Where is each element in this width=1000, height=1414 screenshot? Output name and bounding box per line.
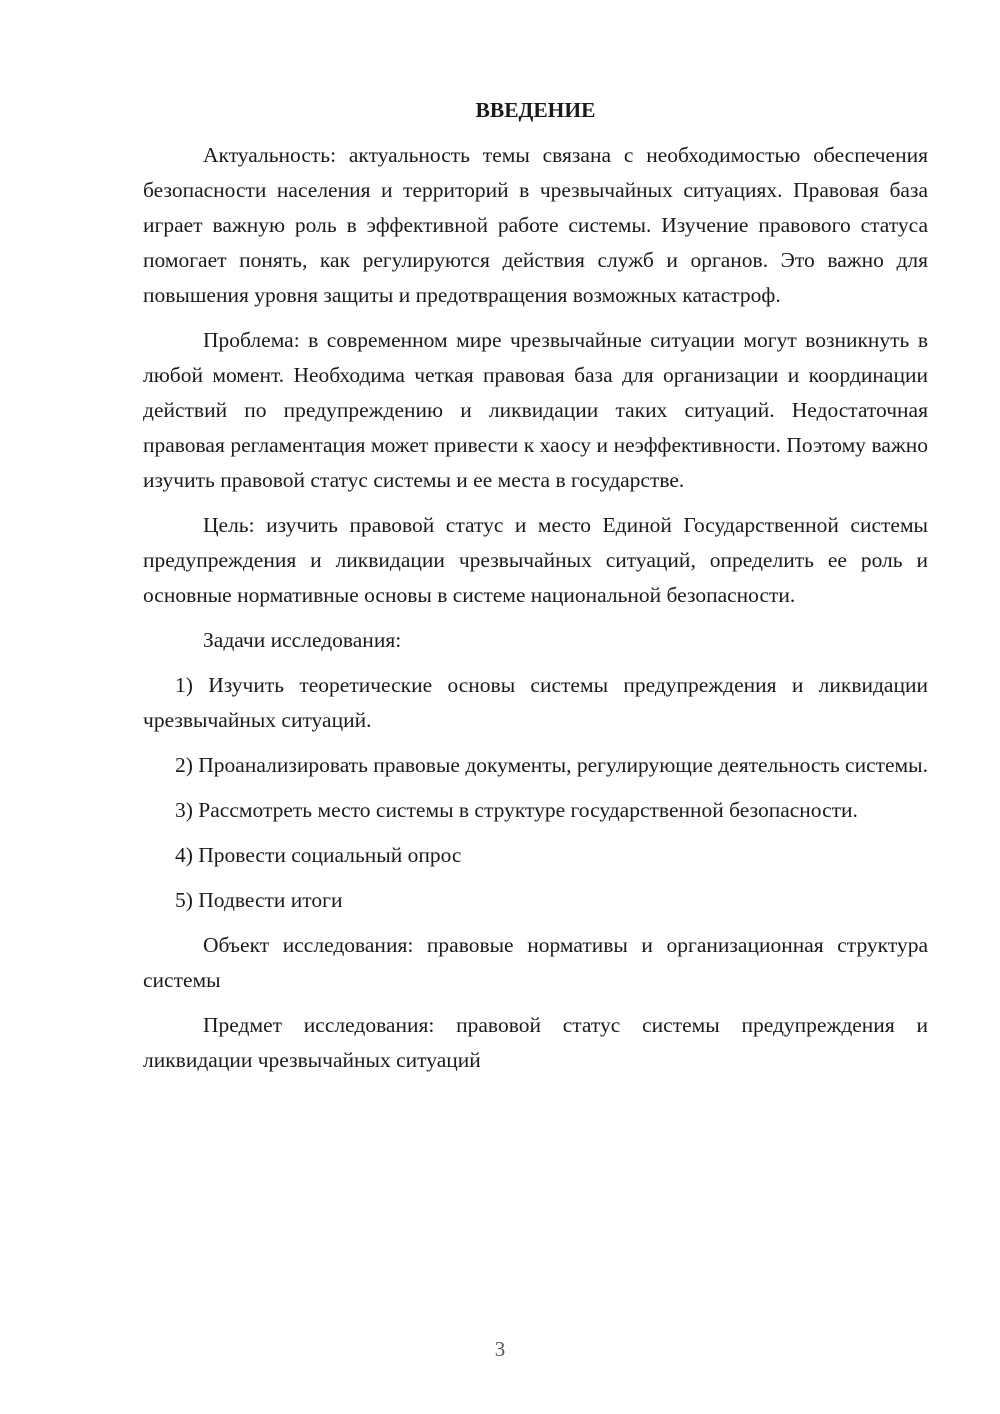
page-content (143, 90, 928, 1088)
page-number: 3 (494, 1337, 506, 1361)
section-heading: ВВЕДЕНИЕ (475, 98, 596, 122)
subject-paragraph: Предмет исследования: правовой статус системы предупреждения и ликвидации чрезвычайных ситуаций (143, 1013, 928, 1072)
object-paragraph: Объект исследования: правовые нормативы и организационная структура системы (143, 933, 928, 992)
task-item-2: 2) Проанализировать правовые документы, регулирующие деятельность системы. (175, 753, 928, 777)
relevance-paragraph: Актуальность: актуальность темы связана с необходимостью обеспечения безопасности населения и территорий в чрезвычайных ситуациях. Правовая база играет важную роль в эффективной работе системы. Изучение правового статуса помогает понять, как регулируются действия служб и органов. Это важно для повышения уровня защиты и предотвращения возможных катастроф. (143, 143, 928, 307)
task-item-1: 1) Изучить теоретические основы системы предупреждения и ликвидации чрезвычайных ситуаций. (143, 673, 928, 732)
task-item-4: 4) Провести социальный опрос (175, 843, 462, 867)
problem-paragraph: Проблема: в современном мире чрезвычайные ситуации могут возникнуть в любой момент. Необходима четкая правовая база для организации и координации действий по предупреждению и ликвидации таких ситуаций. Недостаточная правовая регламентация может привести к хаосу и неэффективности. Поэтому важно изучить правовой статус системы и ее места в государстве. (143, 328, 928, 492)
task-item-5: 5) Подвести итоги (175, 888, 343, 912)
tasks-intro: Задачи исследования: (203, 628, 402, 652)
task-item-3: 3) Рассмотреть место системы в структуре государственной безопасности. (175, 798, 858, 822)
goal-paragraph: Цель: изучить правовой статус и место Единой Государственной системы предупреждения и ликвидации чрезвычайных ситуаций, определить ее роль и основные нормативные основы в системе национальной безопасности. (143, 513, 928, 607)
